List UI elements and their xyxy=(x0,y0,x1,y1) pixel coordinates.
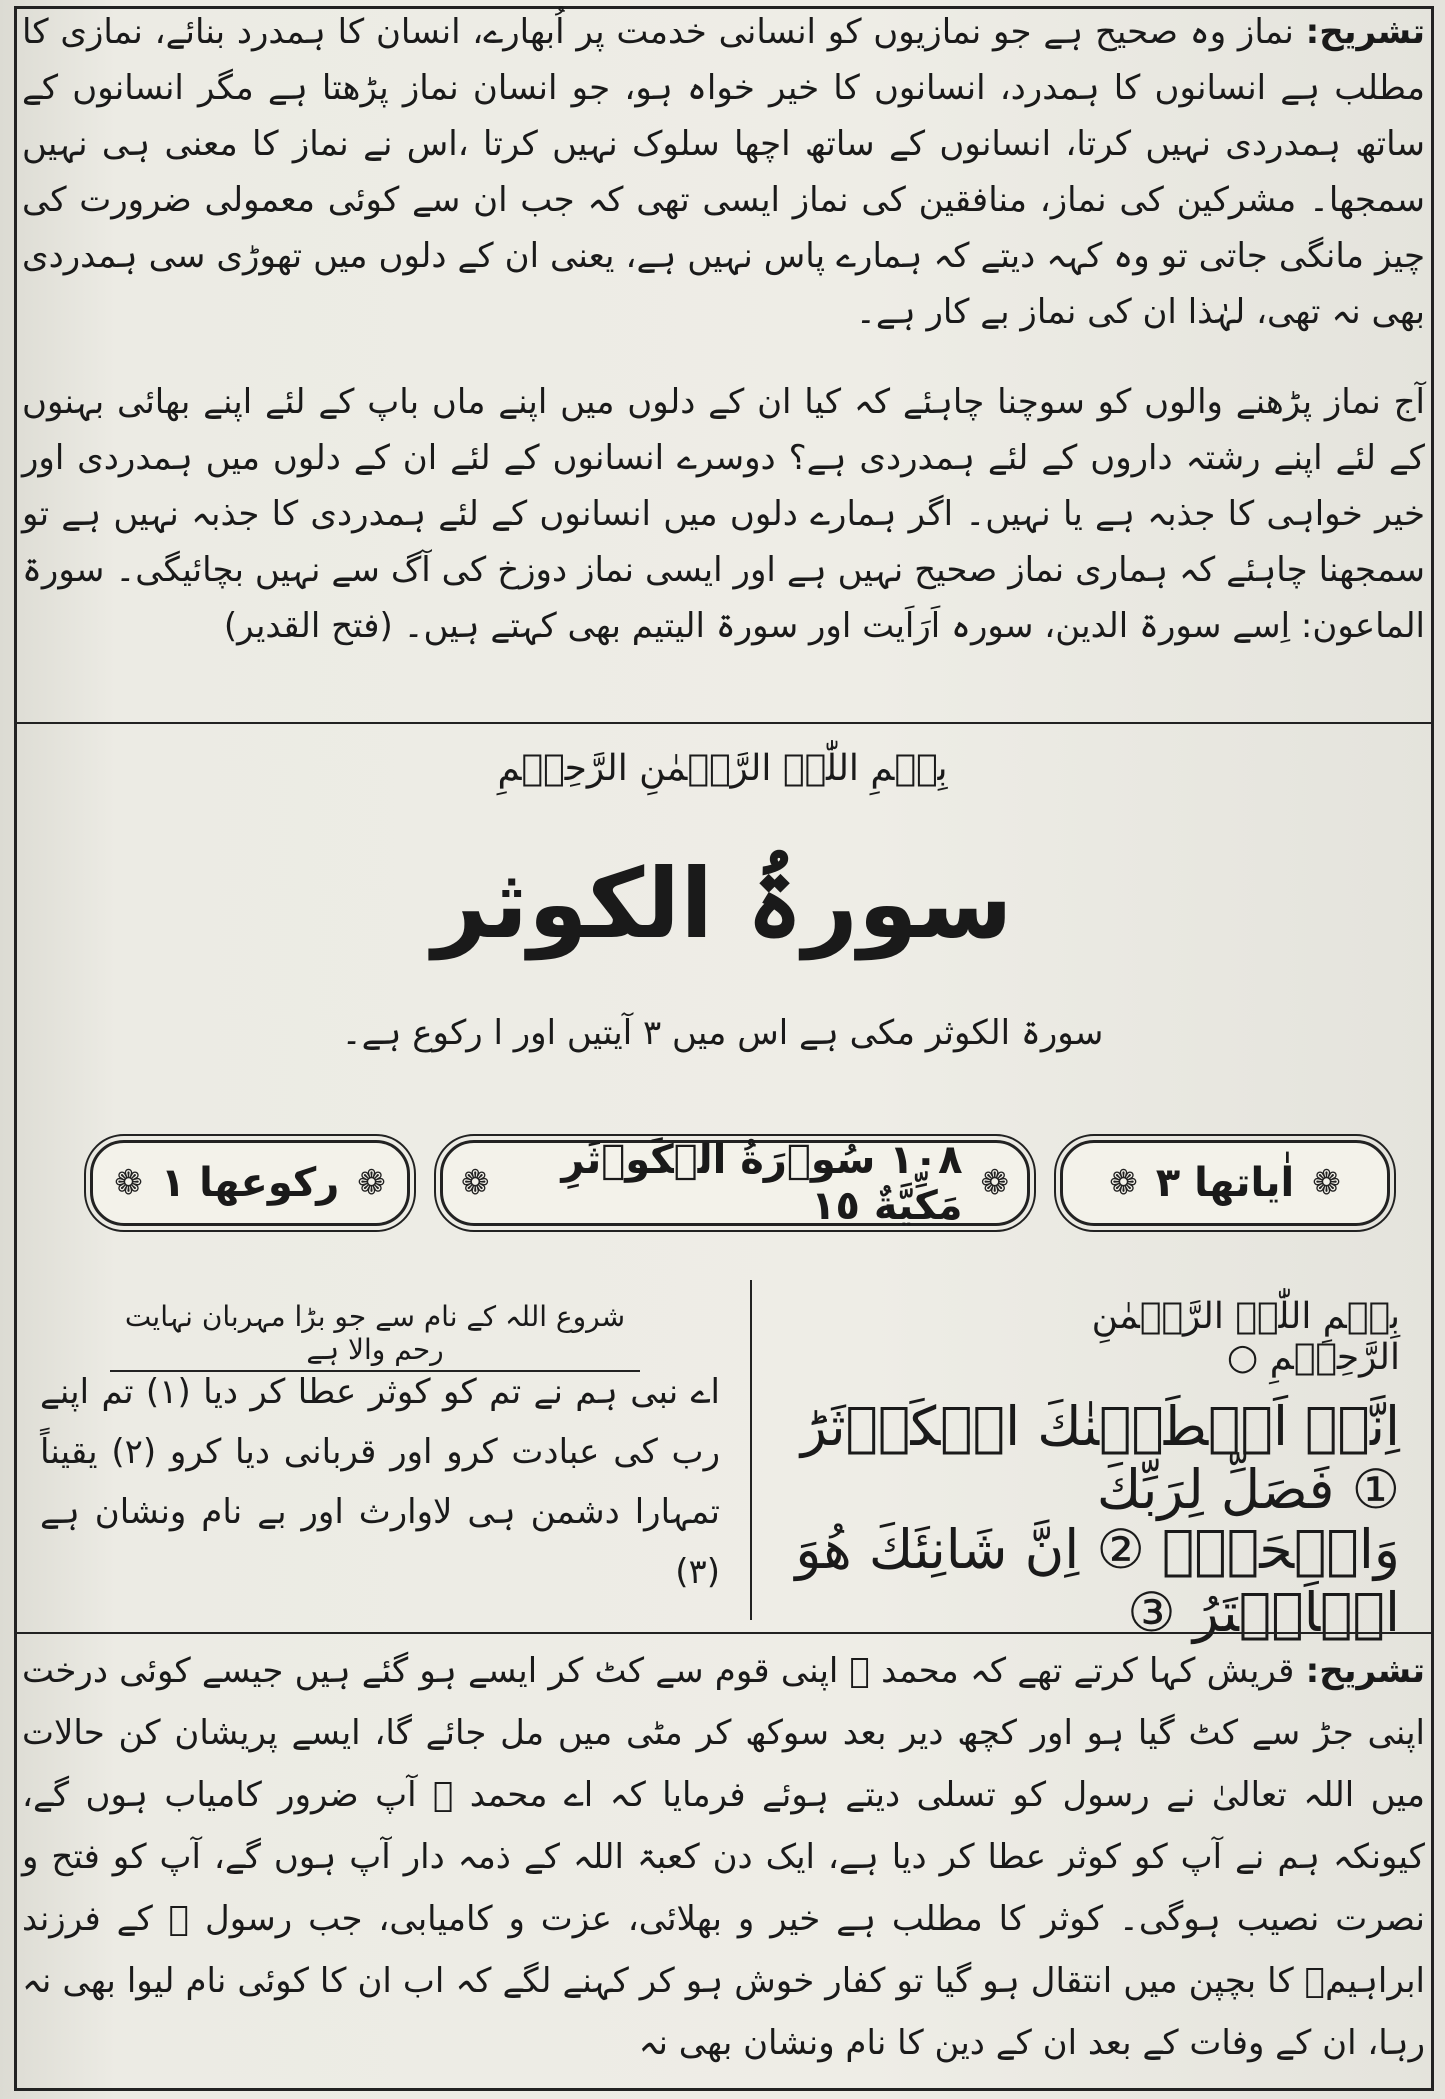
ornament-icon: ❁ xyxy=(114,1163,143,1203)
arabic-bismillah: بِسۡمِ اللّٰہِ الرَّحۡمٰنِ الرَّحِیۡمِ ○ xyxy=(1091,1296,1400,1378)
bismillah-heading: بِسۡمِ اللّٰہِ الرَّحۡمٰنِ الرَّحِیۡمِ xyxy=(497,748,948,789)
ayah-line-1: اِنَّاۤ اَعۡطَيۡنٰكَ الۡكَوۡثَرَؕ ① فَصَلِّ لِرَبِّكَ xyxy=(800,1395,1400,1521)
translation-heading: شروع اللہ کے نام سے جو بڑا مہربان نہایت رحم والا ہے xyxy=(110,1300,640,1372)
commentary-text-2: آج نماز پڑھنے والوں کو سوچنا چاہئے کہ کیا ان کے دلوں میں اپنے ماں باپ کے لئے اپنے بھائی بہنوں کے لئے اپنے رشتہ داروں کے لئے ہمدردی ہے؟ دوسرے انسانوں کے لئے ان کے دلوں میں ہمدردی اور خیر خواہی کا جذبہ ہے یا نہیں۔ اگر ہمارے دلوں میں انسانوں کے لئے ہمدردی کا جذبہ نہیں ہے تو سمجھنا چاہئے کہ ہماری نماز صحیح نہیں ہے اور ایسی نماز دوزخ کی آگ سے نہیں بچائیگی۔ سورۃ الماعون: اِسے سورۃ الدین، سورہ اَرَاَیت اور سورۃ الیتیم بھی کہتے ہیں۔ (فتح القدیر) xyxy=(22,382,1425,646)
divider xyxy=(14,1632,1434,1634)
ornament-icon: ❁ xyxy=(1109,1163,1138,1203)
commentary-label: تشریح: xyxy=(1305,12,1425,52)
commentary-text: قریش کہا کرتے تھے کہ محمد ﷺ اپنی قوم سے کٹ کر ایسے ہو گئے ہیں جیسے کوئی درخت اپنی جڑ سے کٹ گیا ہو اور کچھ دیر بعد سوکھ کر مٹی میں مل جائے گا، ایسے پریشان کن حالات میں اللہ تعالیٰ نے رسول کو تسلی دیتے ہوئے فرمایا کہ اے محمد ﷺ آپ ضرور کامیاب ہوں گے، کیونکہ ہم نے آپ کو کوثر عطا کر دیا ہے، ایک دن کعبۃ اللہ کے ذمہ دار آپ ہوں گے، آپ کو فتح و نصرت نصیب ہوگی۔ کوثر کا مطلب ہے خیر و بھلائی، عزت و کامیابی، جب رسول ﷺ کے فرزند ابراہیمؓ کا بچپن میں انتقال ہو گیا تو کفار خوش ہو کر کہنے لگے کہ اب ان کا کوئی نام لیوا بھی نہ رہا، ان کے وفات کے بعد ان کے دین کا نام ونشان بھی نہ xyxy=(22,1651,1425,2063)
ruku-count: ركوعها ١ xyxy=(160,1160,340,1206)
top-commentary-2 xyxy=(22,374,1425,654)
cartouche-right xyxy=(1060,1140,1390,1226)
surah-title: سورۃُ الکوثر xyxy=(432,848,1013,960)
column-divider xyxy=(750,1280,752,1620)
translation-text: اے نبی ہم نے تم کو کوثر عطا کر دیا (۱) تم اپنے رب کی عبادت کرو اور قربانی دیا کرو (۲) یقیناً تمہارا دشمن ہی لاوارث اور بے نام ونشان ہے (۳) xyxy=(40,1372,721,1592)
ayah-line-2: وَانۡحَرۡؕ ② اِنَّ شَانِئَكَ هُوَ الۡاَبۡتَرُ ③ xyxy=(795,1518,1400,1644)
ornament-icon: ❁ xyxy=(461,1163,490,1203)
commentary-text: نماز وہ صحیح ہے جو نمازیوں کو انسانی خدمت پر اُبھارے، انسان کا ہمدرد بنائے، نمازی کا مطلب ہے انسانوں کا ہمدرد، انسانوں کا خیر خواہ ہو، جو انسان نماز پڑھتا ہے مگر انسانوں کے ساتھ ہمدردی نہیں کرتا، انسانوں کے ساتھ اچھا سلوک نہیں کرتا ،اس نے نماز کا معنی ہی نہیں سمجھا۔ مشرکین کی نماز، منافقین کی نماز ایسی تھی کہ جب ان سے کوئی معمولی ضرورت کی چیز مانگی جاتی تو وہ کہہ دیتے کہ ہمارے پاس نہیں ہے، یعنی ان کے دلوں میں تھوڑی سی ہمدردی بھی نہ تھی، لہٰذا ان کی نماز بے کار ہے۔ xyxy=(22,12,1425,332)
cartouche-left xyxy=(90,1140,410,1226)
ornament-icon: ❁ xyxy=(357,1163,386,1203)
commentary-label: تشریح: xyxy=(1305,1651,1425,1691)
surah-intro: سورۃ الکوثر مکی ہے اس میں ۳ آیتیں اور ا رکوع ہے۔ xyxy=(341,1013,1104,1053)
ornament-icon: ❁ xyxy=(1312,1163,1341,1203)
ornament-icon: ❁ xyxy=(980,1163,1009,1203)
bottom-commentary xyxy=(22,1640,1425,2074)
cartouche-center xyxy=(440,1137,1030,1229)
surah-name-number: ١٠٨ سُوۡرَةُ الۡكَوۡثَرِ مَكِّيَّةٌ ١٥ xyxy=(561,1137,963,1229)
divider xyxy=(14,722,1434,724)
ayat-count: اٰیاتها ٣ xyxy=(1155,1160,1295,1206)
top-commentary xyxy=(22,4,1425,340)
